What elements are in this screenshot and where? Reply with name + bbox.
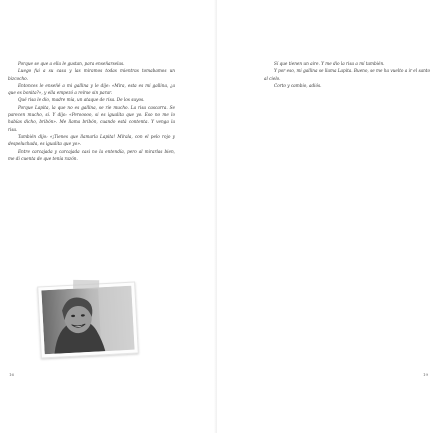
- photo-smiling-woman: [37, 281, 139, 358]
- paragraph: También dijo: «¡Tienes que llamarla Lapita! Mírala, con el pelo rojo y despeluchada, es igualita que yo».: [8, 133, 175, 147]
- paragraph: Corto y cambio, adiós.: [274, 82, 322, 88]
- left-page: [0, 0, 216, 433]
- paragraph: Qué risa le dio, madre mía, un ataque de risa. De los suyos.: [18, 97, 145, 103]
- paragraph: Y por eso, mi gallina se llama Lapita. Bueno, se me ha vuelto a ir el santo al cielo.: [264, 68, 430, 81]
- tape-strip: [73, 280, 99, 289]
- paragraph: Porque se que a ella le gustan, para enseñarselas.: [18, 61, 125, 66]
- left-page-text: [8, 60, 175, 162]
- paragraph: Sí que tienen un aire. Y me dio la risa a mí también.: [274, 61, 385, 66]
- right-page: [217, 0, 433, 433]
- paragraph: Porque Lapita, la que no es gallina, se ríe mucho. La risa cascarra. Se parecen mucho, sí. Y dijo: «Perooooo, si es igualita que yo. Eso no me lo habías dicho, bribón». Me llama bribón, cuando está contenta. Y venga la risa.: [8, 104, 175, 132]
- paragraph: Entre carcajada y carcajada casi no la entendía, pero al mirarlas bien, me di cuenta de que tenía razón.: [8, 148, 175, 161]
- paragraph: Entonces le enseñé a mi gallina y le dije: «Mira, esta es mi gallina, ¿a que es bonita?», y ella empezó a reírse sin parar.: [8, 82, 175, 96]
- page-number: 16: [9, 372, 15, 377]
- portrait-image: [41, 286, 134, 355]
- page-number: 19: [423, 372, 429, 377]
- paragraph: Luego fui a su casa y las miramos todas mientras tomabamos un bizcocho.: [8, 68, 175, 81]
- right-page-text: [264, 60, 430, 89]
